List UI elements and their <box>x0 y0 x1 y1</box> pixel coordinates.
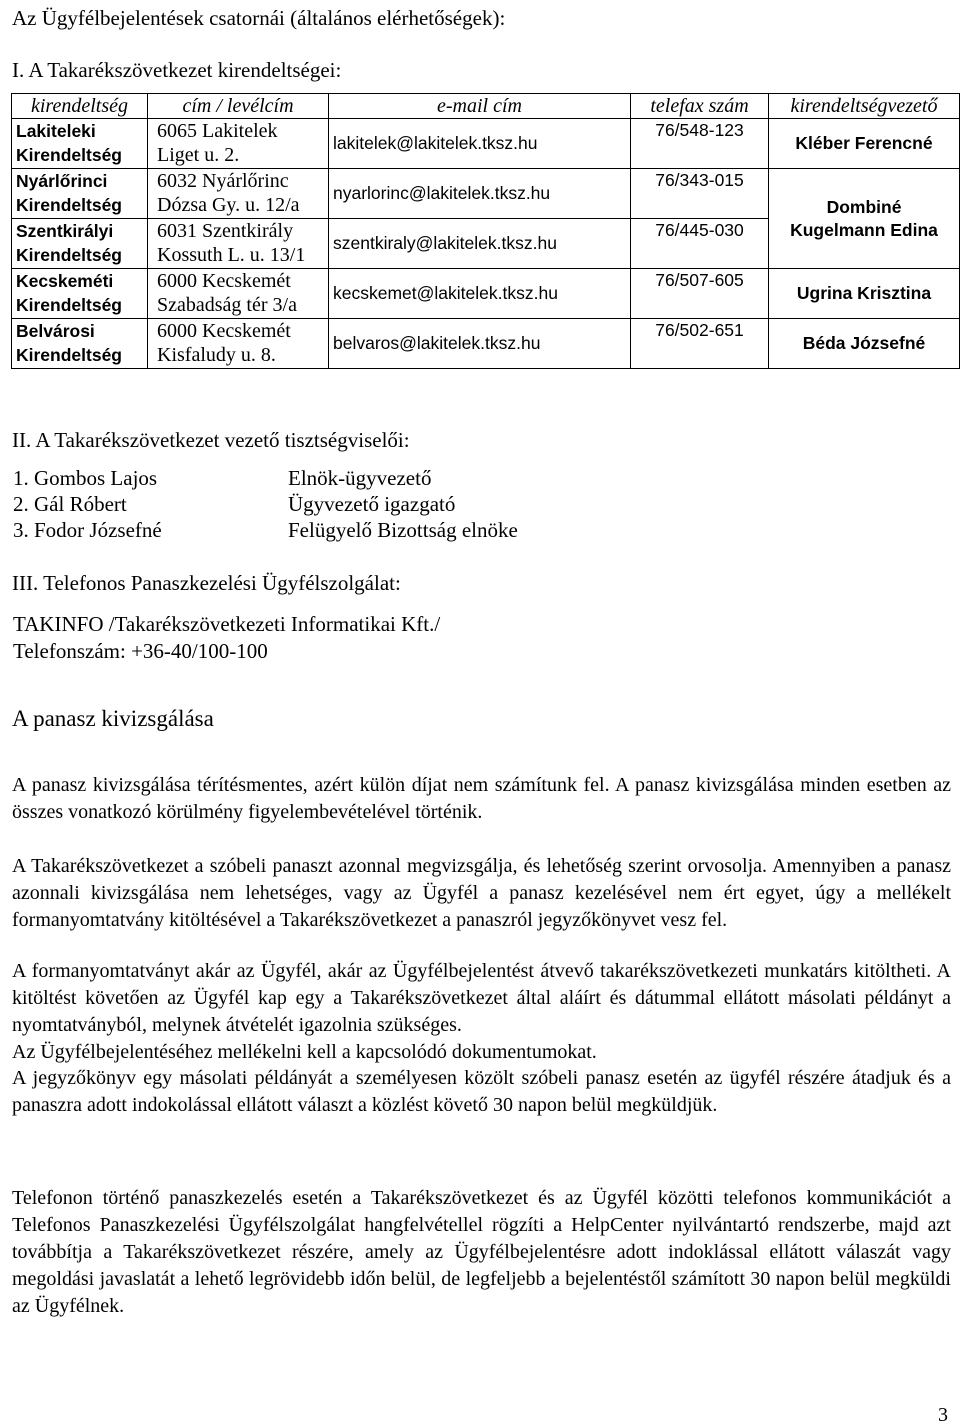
fax-cell: 76/502-651 <box>631 319 769 369</box>
phone-line: Telefonszám: +36-40/100-100 <box>13 639 268 663</box>
email-cell: lakitelek@lakitelek.tksz.hu <box>329 119 631 169</box>
branches-table <box>11 93 960 369</box>
paragraph: A jegyzőkönyv egy másolati példányát a személyesen közölt szóbeli panasz esetén az ügyfél részére átadjuk és a panaszra adott indokolással ellátott választ a közlést követő 30 napon belül megküldjük. <box>12 1067 951 1116</box>
address-cell <box>148 219 329 269</box>
email-cell: kecskemet@lakitelek.tksz.hu <box>329 269 631 319</box>
address-line1: 6000 Kecskemét <box>157 320 291 342</box>
branch-name-cell <box>12 319 148 369</box>
branch-name-cell <box>12 219 148 269</box>
branch-name: Nyárlőrinci <box>16 171 108 191</box>
officer-role: Elnök-ügyvezető <box>288 466 432 490</box>
branch-type: Kirendeltség <box>16 145 122 165</box>
address-line1: 6000 Kecskemét <box>157 270 291 292</box>
email-cell: nyarlorinc@lakitelek.tksz.hu <box>329 169 631 219</box>
address-line1: 6065 Lakitelek <box>157 120 278 142</box>
manager-cell: Ugrina Krisztina <box>769 269 960 319</box>
section1-title: I. A Takarékszövetkezet kirendeltségei: <box>12 58 342 82</box>
paragraph: A formanyomtatványt akár az Ügyfél, akár az Ügyfélbejelentést átvevő takarékszövetkezeti munkatárs kitöltheti. A kitöltést követően az Ügyfél kap egy a Takarékszövetkezet által aláírt és dátummal ellátott másolati példányt a nyomtatványból, melynek átvételét igazolnia szükséges. <box>12 960 951 1036</box>
paragraph: Az Ügyfélbejelentéséhez mellékelni kell a kapcsolódó dokumentumokat. <box>12 1041 597 1063</box>
address-line2: Kossuth L. u. 13/1 <box>157 244 306 266</box>
page-number: 3 <box>938 1404 948 1426</box>
section4-title: A panasz kivizsgálása <box>12 706 214 731</box>
branch-name: Lakiteleki <box>16 121 96 141</box>
table-row <box>12 269 960 319</box>
branch-name: Kecskeméti <box>16 271 114 291</box>
manager-line1: Dombiné <box>826 196 902 217</box>
section2-title: II. A Takarékszövetkezet vezető tisztségviselői: <box>12 428 410 452</box>
officer-name: 2. Gál Róbert <box>13 492 127 516</box>
address-cell <box>148 269 329 319</box>
address-line2: Liget u. 2. <box>157 144 240 166</box>
address-line2: Kisfaludy u. 8. <box>157 344 276 366</box>
fax-cell: 76/343-015 <box>631 169 769 219</box>
officer-item <box>13 465 431 491</box>
officer-name: 3. Fodor Józsefné <box>13 518 162 542</box>
branch-name: Belvárosi <box>16 321 95 341</box>
address-line1: 6031 Szentkirály <box>157 220 294 242</box>
branch-type: Kirendeltség <box>16 245 122 265</box>
officer-item <box>13 517 518 543</box>
paragraph: A Takarékszövetkezet a szóbeli panaszt azonnal megvizsgálja, és lehetőség szerint orvosolja. Amennyiben a panasz azonnali kivizsgálása nem lehetséges, vagy az Ügyfél a panasz kezelésével nem ért egyet, úgy a mellékelt formanyomtatvány kitöltésével a Takarékszövetkezet a panaszról jegyzőkönyvet vesz fel. <box>12 855 951 931</box>
page-heading: Az Ügyfélbejelentések csatornái (általános elérhetőségek): <box>12 6 506 30</box>
branch-name-cell <box>12 269 148 319</box>
address-line1: 6032 Nyárlőrinc <box>157 170 289 192</box>
fax-cell: 76/445-030 <box>631 219 769 269</box>
manager-cell: Béda Józsefné <box>769 319 960 369</box>
email-cell: szentkiraly@lakitelek.tksz.hu <box>329 219 631 269</box>
branch-type: Kirendeltség <box>16 295 122 315</box>
column-header: telefax szám <box>631 94 769 119</box>
column-header: cím / levélcím <box>148 94 329 119</box>
paragraph: Telefonon történő panaszkezelés esetén a Takarékszövetkezet és az Ügyfél közötti telefonos kommunikációt a Telefonos Panaszkezelési Ügyfélszolgálat hangfelvétellel rögzíti a HelpCenter nyilvántartó rendszerbe, majd azt továbbítja a Takarékszövetkezet részére, amely az Ügyfélbejelentésre adott indoklással ellátott válaszát vagy megoldási javaslatát a lehető legrövidebb időn belül, de legfeljebb a bejelentéstől számított 30 napon belül megküldi az Ügyfélnek. <box>12 1187 951 1317</box>
officer-name: 1. Gombos Lajos <box>13 466 158 490</box>
officer-role: Felügyelő Bizottság elnöke <box>288 518 518 542</box>
table-row <box>12 119 960 169</box>
address-line2: Dózsa Gy. u. 12/a <box>157 194 300 216</box>
address-line2: Szabadság tér 3/a <box>157 294 297 316</box>
branch-name-cell <box>12 169 148 219</box>
column-header: kirendeltség <box>12 94 148 119</box>
fax-cell: 76/507-605 <box>631 269 769 319</box>
address-cell <box>148 319 329 369</box>
table-row <box>12 319 960 369</box>
column-header: kirendeltségvezető <box>769 94 960 119</box>
branch-type: Kirendeltség <box>16 345 122 365</box>
fax-cell: 76/548-123 <box>631 119 769 169</box>
column-header: e-mail cím <box>329 94 631 119</box>
manager-line2: Kugelmann Edina <box>790 219 938 240</box>
address-cell <box>148 119 329 169</box>
manager-cell: Kléber Ferencné <box>769 119 960 169</box>
email-cell: belvaros@lakitelek.tksz.hu <box>329 319 631 369</box>
table-header-row <box>12 94 960 119</box>
officer-item <box>13 491 455 517</box>
branch-name: Szentkirályi <box>16 221 114 241</box>
manager-cell-shared <box>769 169 960 269</box>
section3-title: III. Telefonos Panaszkezelési Ügyfélszolgálat: <box>12 571 401 595</box>
officer-role: Ügyvezető igazgató <box>288 492 456 516</box>
branch-type: Kirendeltség <box>16 195 122 215</box>
table-row <box>12 169 960 219</box>
paragraph: A panasz kivizsgálása térítésmentes, azért külön díjat nem számítunk fel. A panasz kivizsgálása minden esetben az összes vonatkozó körülmény figyelembevételével történik. <box>12 774 951 823</box>
takinfo-line: TAKINFO /Takarékszövetkezeti Informatikai Kft./ <box>13 612 441 636</box>
branch-name-cell <box>12 119 148 169</box>
address-cell <box>148 169 329 219</box>
